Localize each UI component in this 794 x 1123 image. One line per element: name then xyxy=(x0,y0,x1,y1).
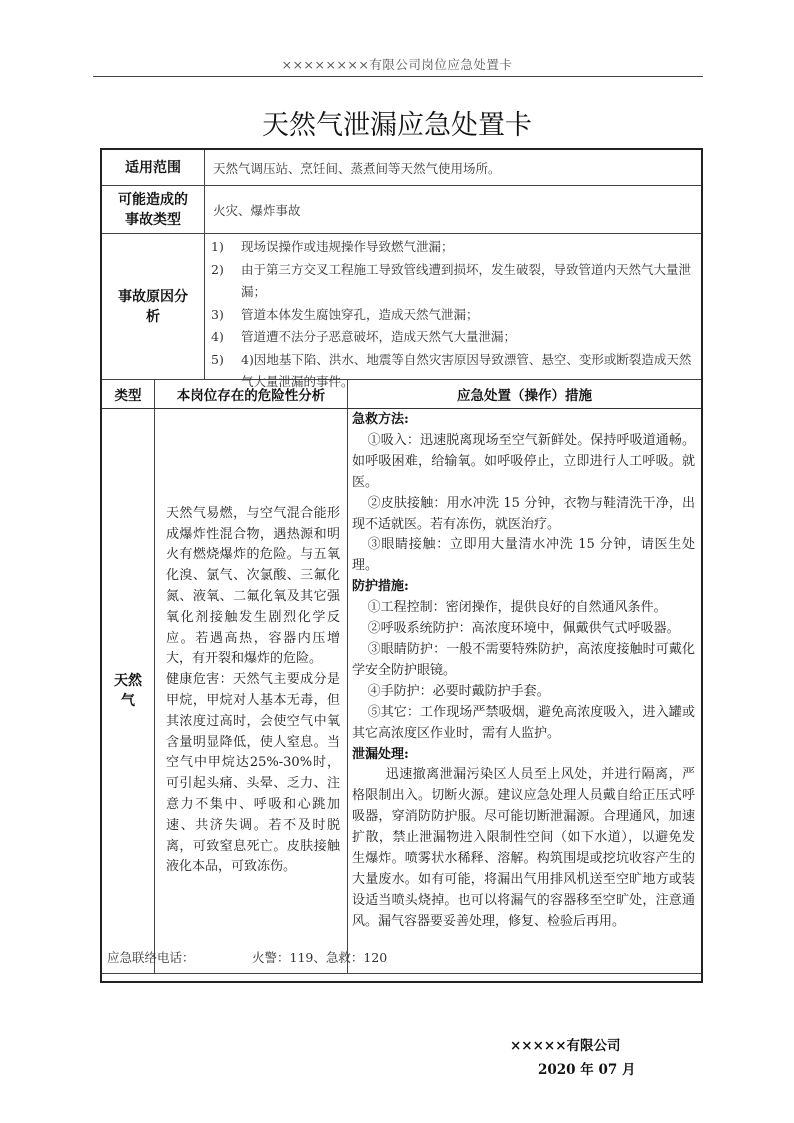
hazard-measures-row xyxy=(102,409,701,974)
cause-number: 4) xyxy=(211,329,224,344)
hazard-paragraph-health: 健康危害：天然气主要成分是甲烷，甲烷对人基本无毒，但其浓度过高时，会使空气中氧含量明显降低，使人窒息。当空气中甲烷达25%-30%时，可引起头痛、头晕、乏力、注意力不集中、呼吸和心跳加速、共济失调。若不及时脱离，可致窒息死亡。皮肤接触液化本品，可致冻伤。 xyxy=(166,672,340,875)
hazard-type-line1: 天然 xyxy=(114,673,142,689)
header-divider xyxy=(93,76,703,77)
cause-text: 管道遭不法分子恶意破坏，造成天然气大量泄漏； xyxy=(241,329,517,344)
first-aid-item: ①吸入：迅速脱离现场至空气新鲜处。保持呼吸道通畅。如呼吸困难，给输氧。如呼吸停止，立即进行人工呼吸。就医。 xyxy=(352,432,695,490)
cause-number: 1) xyxy=(211,239,224,254)
protection-item: ⑤其它：工作现场严禁吸烟，避免高浓度吸入，进入罐或其它高浓度区作业时，需有人监护。 xyxy=(352,704,695,741)
cause-list xyxy=(205,236,701,394)
column-header-hazard: 本岗位存在的危险性分析 xyxy=(176,388,326,404)
page-title: 天然气泄漏应急处置卡 xyxy=(262,110,532,141)
signature-date: 2020 年 07 月 xyxy=(538,1062,636,1078)
hazard-paragraph-fire: 天然气易燃，与空气混合能形成爆炸性混合物，遇热源和明火有燃烧爆炸的危险。与五氧化溴、氯气、次氯酸、三氟化氮、液氧、二氟化氧及其它强氧化剂接触发生剧烈化学反应。若遇高热，容器内压增大，有开裂和爆炸的危险。 xyxy=(166,505,340,667)
first-aid-title: 急救方法: xyxy=(352,412,409,427)
protection-item: ①工程控制：密闭操作，提供良好的自然通风条件。 xyxy=(367,600,667,616)
cause-label xyxy=(102,234,204,379)
protection-item: ④手防护：必要时戴防护手套。 xyxy=(367,683,550,699)
scope-row xyxy=(102,150,701,186)
cause-item xyxy=(205,304,701,327)
scope-value: 天然气调压站、烹饪间、蒸煮间等天然气使用场所。 xyxy=(213,160,501,176)
cause-item xyxy=(205,236,701,259)
cause-text: 4)因地基下陷、洪水、地震等自然灾害原因导致漂管、悬空、变形或断裂造成天然气大量泄漏的事件。 xyxy=(241,351,692,389)
cause-item xyxy=(205,326,701,349)
protection-item: ②呼吸系统防护：高浓度环境中，佩戴供气式呼吸器。 xyxy=(367,621,680,637)
column-header-type: 类型 xyxy=(114,388,142,404)
accident-type-row xyxy=(102,186,701,234)
cause-item xyxy=(205,259,701,304)
leak-handling-title: 泄漏处理: xyxy=(352,746,409,762)
hazard-type-line2: 气 xyxy=(121,693,135,709)
cause-number: 5) xyxy=(211,351,224,367)
protection-item: ③眼睛防护：一般不需要特殊防护，高浓度接触时可戴化学安全防护眼镜。 xyxy=(352,641,695,678)
contact-label: 应急联络电话： xyxy=(107,950,195,965)
emergency-contact-row xyxy=(102,933,701,981)
leak-handling-text: 迅速撤离泄漏污染区人员至上风处，并进行隔离，严格限制出入。切断火源。建议应急处理人员戴自给正压式呼吸器，穿消防防护服。尽可能切断泄漏源。合理通风，加速扩散，禁止泄漏物进入限制性空间（如下水道），以避免发生爆炸。喷雾状水稀释、溶解。构筑围堤或挖坑收容产生的大量废水。如有可能，将漏出气用排风机送至空旷地方或装设适当喷头烧掉。也可以将漏气的容器移至空旷处，注意通风。漏气容器要妥善处理，修复、检验后再用。 xyxy=(352,767,695,929)
cause-number: 3) xyxy=(211,306,224,322)
protection-title: 防护措施: xyxy=(352,579,409,595)
scope-label: 适用范围 xyxy=(125,159,181,176)
cause-number: 2) xyxy=(211,261,224,277)
cause-text: 现场误操作或违规操作导致燃气泄漏； xyxy=(241,239,454,254)
cause-label-line1: 事故原因分 xyxy=(118,288,188,305)
accident-type-label xyxy=(102,186,204,233)
page-header: ××××××××有限公司岗位应急处置卡 xyxy=(281,57,513,72)
column-header-row xyxy=(102,380,701,409)
hazard-type xyxy=(102,409,154,973)
first-aid-item: ③眼睛接触：立即用大量清水冲洗 15 分钟，请医生处理。 xyxy=(352,537,695,574)
cause-label-line2: 析 xyxy=(146,308,160,325)
column-header-measures: 应急处置（操作）措施 xyxy=(457,388,592,404)
first-aid-item: ②皮肤接触：用水冲洗 15 分钟，衣物与鞋清洗干净，出现不适就医。若有冻伤，就医治疗。 xyxy=(352,495,695,532)
emergency-measures xyxy=(347,409,701,973)
accident-type-label-line2: 事故类型 xyxy=(125,211,181,228)
cause-analysis-row xyxy=(102,234,701,389)
accident-type-value: 火灾、爆炸事故 xyxy=(213,202,301,218)
cause-text: 由于第三方交叉工程施工导致管线遭到损坏，发生破裂，导致管道内天然气大量泄漏； xyxy=(241,261,692,299)
signature-company: ×××××有限公司 xyxy=(510,1038,621,1054)
emergency-card-table xyxy=(100,148,703,983)
column-divider xyxy=(154,409,155,973)
hazard-analysis xyxy=(159,409,347,973)
signature-block xyxy=(510,1034,670,1078)
accident-type-label-line1: 可能造成的 xyxy=(118,191,188,208)
contact-numbers: 火警：119、急救：120 xyxy=(252,950,388,965)
cause-text: 管道本体发生腐蚀穿孔，造成天然气泄漏； xyxy=(241,306,479,322)
